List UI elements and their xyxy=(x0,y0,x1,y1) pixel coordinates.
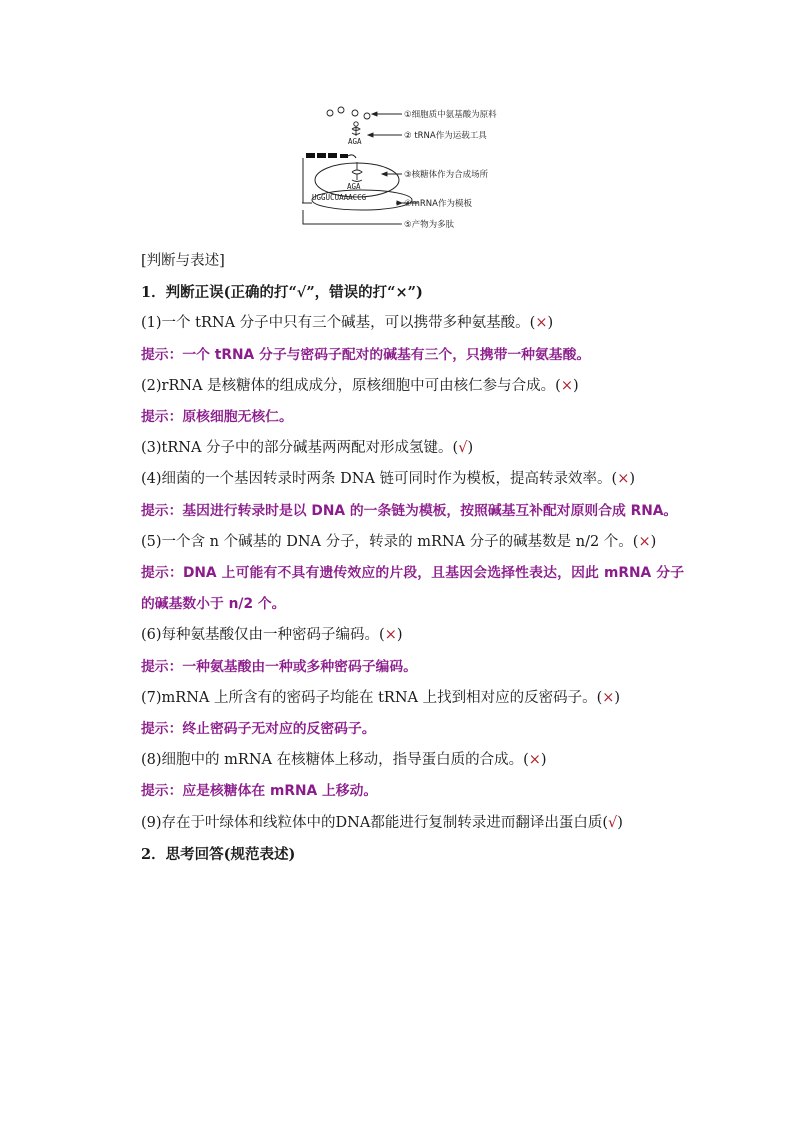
question-2-title: 2．思考回答(规范表述) xyxy=(141,845,296,863)
answer-mark: × xyxy=(535,315,548,332)
label-raw-material: ①细胞质中氨基酸为原料 xyxy=(404,110,497,120)
answer-mark: × xyxy=(528,752,541,769)
polypeptide-chain xyxy=(306,153,356,158)
bound-trna xyxy=(352,162,362,182)
hint-6: 提示：一种氨基酸由一种或多种密码子编码。 xyxy=(141,658,417,675)
statement-4: (4)细菌的一个基因转录时两条 DNA 链可同时作为模板，提高转录效率。(×) xyxy=(141,471,636,488)
statement-8: (8)细胞中的 mRNA 在核糖体上移动，指导蛋白质的合成。(×) xyxy=(141,752,547,769)
label-mrna-template: ④mRNA作为模板 xyxy=(404,199,472,209)
exercise-content xyxy=(112,246,684,870)
section-title: [判断与表述] xyxy=(141,253,225,269)
answer-mark: × xyxy=(560,377,573,394)
question-1-title: 1．判断正误(正确的打“√”，错误的打“×”) xyxy=(141,284,423,302)
product-line xyxy=(303,210,400,224)
label-trna-carrier: ② tRNA作为运载工具 xyxy=(404,131,487,141)
hint-7: 提示：终止密码子无对应的反密码子。 xyxy=(141,721,376,738)
trna-anticodon-top: AGA xyxy=(348,137,362,146)
label-ribosome-site: ③核糖体作为合成场所 xyxy=(404,170,489,180)
statement-9: (9)存在于叶绿体和线粒体中的DNA都能进行复制转录进而翻译出蛋白质(√) xyxy=(141,814,623,831)
statement-1: (1)一个 tRNA 分子中只有三个碱基，可以携带多种氨基酸。(×) xyxy=(141,315,554,332)
answer-mark: √ xyxy=(458,440,468,457)
amino-acid-circles xyxy=(327,107,370,119)
trna-anticodon-mid: AGA xyxy=(347,182,361,191)
statement-3: (3)tRNA 分子中的部分碱基两两配对形成氢键。(√) xyxy=(141,440,474,457)
answer-mark: × xyxy=(384,627,397,644)
answer-mark: √ xyxy=(607,814,618,831)
answer-mark: × xyxy=(617,471,630,488)
statement-5: (5)一个含 n 个碱基的 DNA 分子，转录的 mRNA 分子的碱基数是 n/2 个。(×) xyxy=(141,533,657,550)
translation-diagram xyxy=(300,102,560,236)
statement-2: (2)rRNA 是核糖体的组成成分，原核细胞中可由核仁参与合成。(×) xyxy=(141,377,579,394)
hint-5: 提示：DNA 上可能有不具有遗传效应的片段，且基因会选择性表达，因此 mRNA 分子的碱基数小于 n/2 个。 xyxy=(141,565,684,613)
answer-mark: × xyxy=(602,689,615,706)
statement-6: (6)每种氨基酸仅由一种密码子编码。(×) xyxy=(141,627,403,644)
hint-1: 提示：一个 tRNA 分子与密码子配对的碱基有三个，只携带一种氨基酸。 xyxy=(141,346,591,363)
free-trna xyxy=(352,122,360,136)
mrna-sequence: UGGUCUAAACCG xyxy=(312,193,367,202)
hint-4: 提示：基因进行转录时是以 DNA 的一条链为模板，按照碱基互补配对原则合成 RNA。 xyxy=(141,502,678,519)
label-product: ⑤产物为多肽 xyxy=(404,220,455,230)
answer-mark: × xyxy=(638,533,651,550)
statement-7: (7)mRNA 上所含有的密码子均能在 tRNA 上找到相对应的反密码子。(×) xyxy=(141,689,621,706)
hint-2: 提示：原核细胞无核仁。 xyxy=(141,409,293,426)
hint-8: 提示：应是核糖体在 mRNA 上移动。 xyxy=(141,783,378,800)
